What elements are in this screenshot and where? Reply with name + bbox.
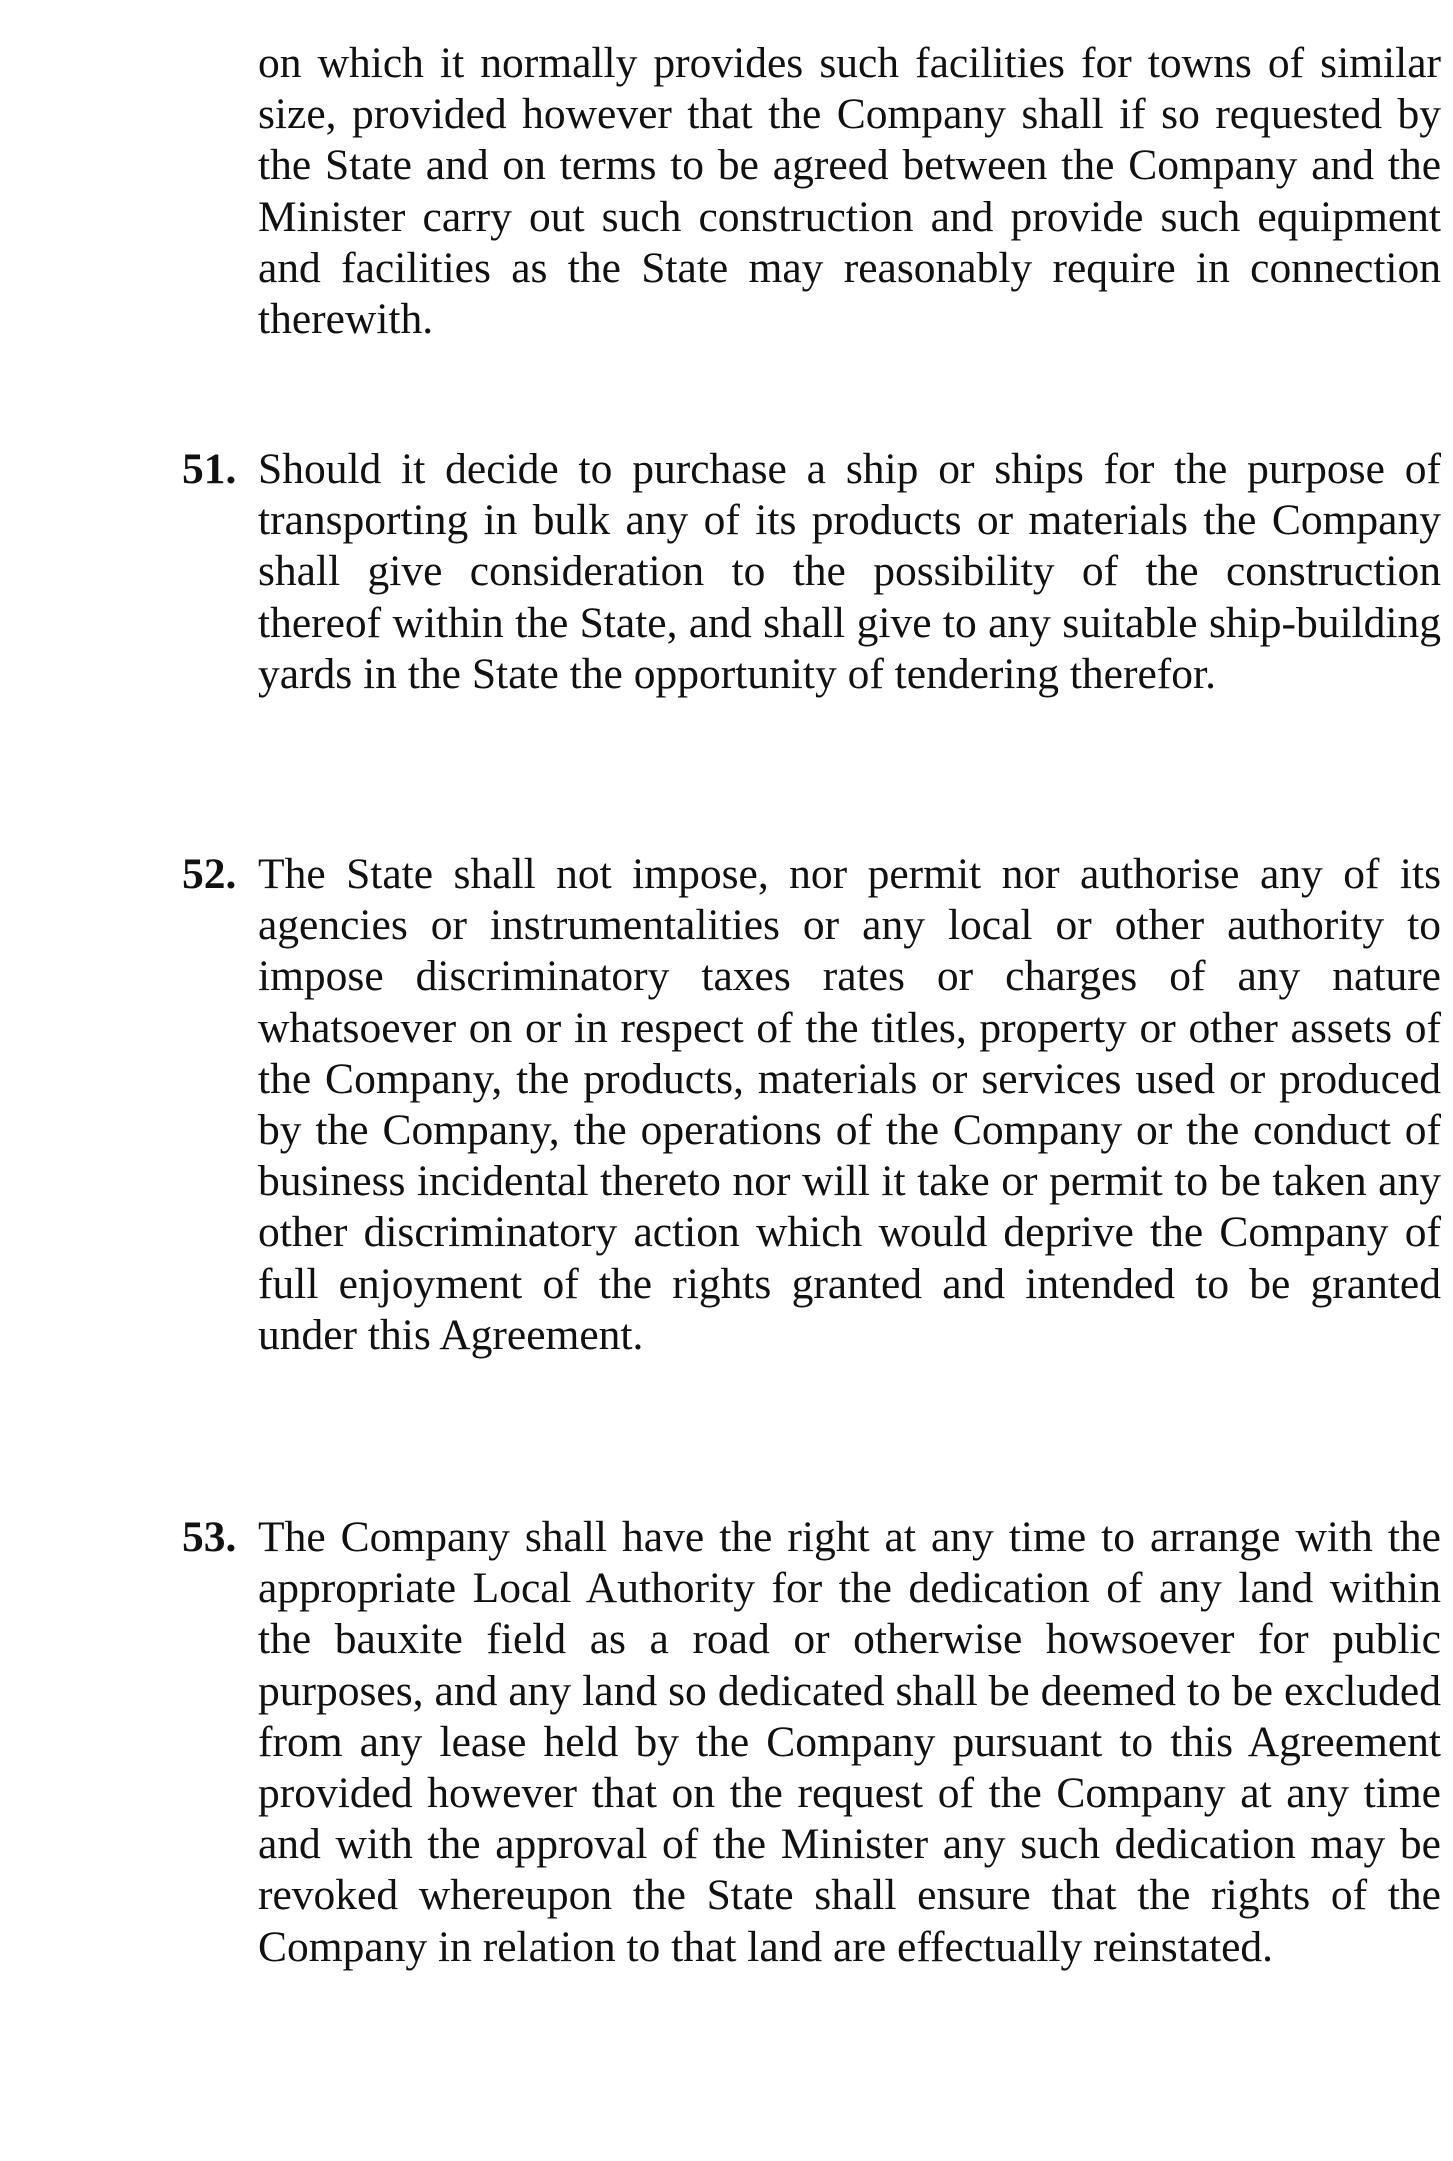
clause-text-51: Should it decide to purchase a ship or ships for the purpose of transporting in bulk any of its products or materials the Company shall give consideration to the possibility of the construction thereof within the State, and shall give to any suitable ship-building yards in the State the opportunity of tendering therefor. [258, 445, 1441, 698]
clause-number-52: 52. [182, 850, 237, 898]
clause-number-53: 53. [182, 1513, 237, 1561]
clause-number-51: 51. [182, 445, 237, 493]
clause-text-53: The Company shall have the right at any time to arrange with the appropriate Local Authority for the dedication of any land within the bauxite field as a road or otherwise howsoever for public purposes, and any land so dedicated shall be deemed to be excluded from any lease held by the Company pursuant to this Agreement provided however that on the request of the Company at any time and with the approval of the Minister any such dedication may be revoked whereupon the State shall ensure that the rights of the Company in relation to that land are effectually reinstated. [258, 1513, 1441, 1971]
continuation-paragraph: on which it normally provides such facilities for towns of similar size, provided however that the Company shall if so requested by the State and on terms to be agreed between the Company and the Minister carry out such construction and provide such equipment and facilities as the State may reasonably require in connection therewith. [258, 39, 1441, 344]
clause-text-52: The State shall not impose, nor permit nor authorise any of its agencies or instrumentalities or any local or other authority to impose discriminatory taxes rates or charges of any nature whatsoever on or in respect of the titles, property or other assets of the Company, the products, materials or services used or produced by the Company, the operations of the Company or the conduct of business incidental thereto nor will it take or permit to be taken any other discriminatory action which would deprive the Company of full enjoyment of the rights granted and intended to be granted under this Agreement. [258, 850, 1441, 1359]
